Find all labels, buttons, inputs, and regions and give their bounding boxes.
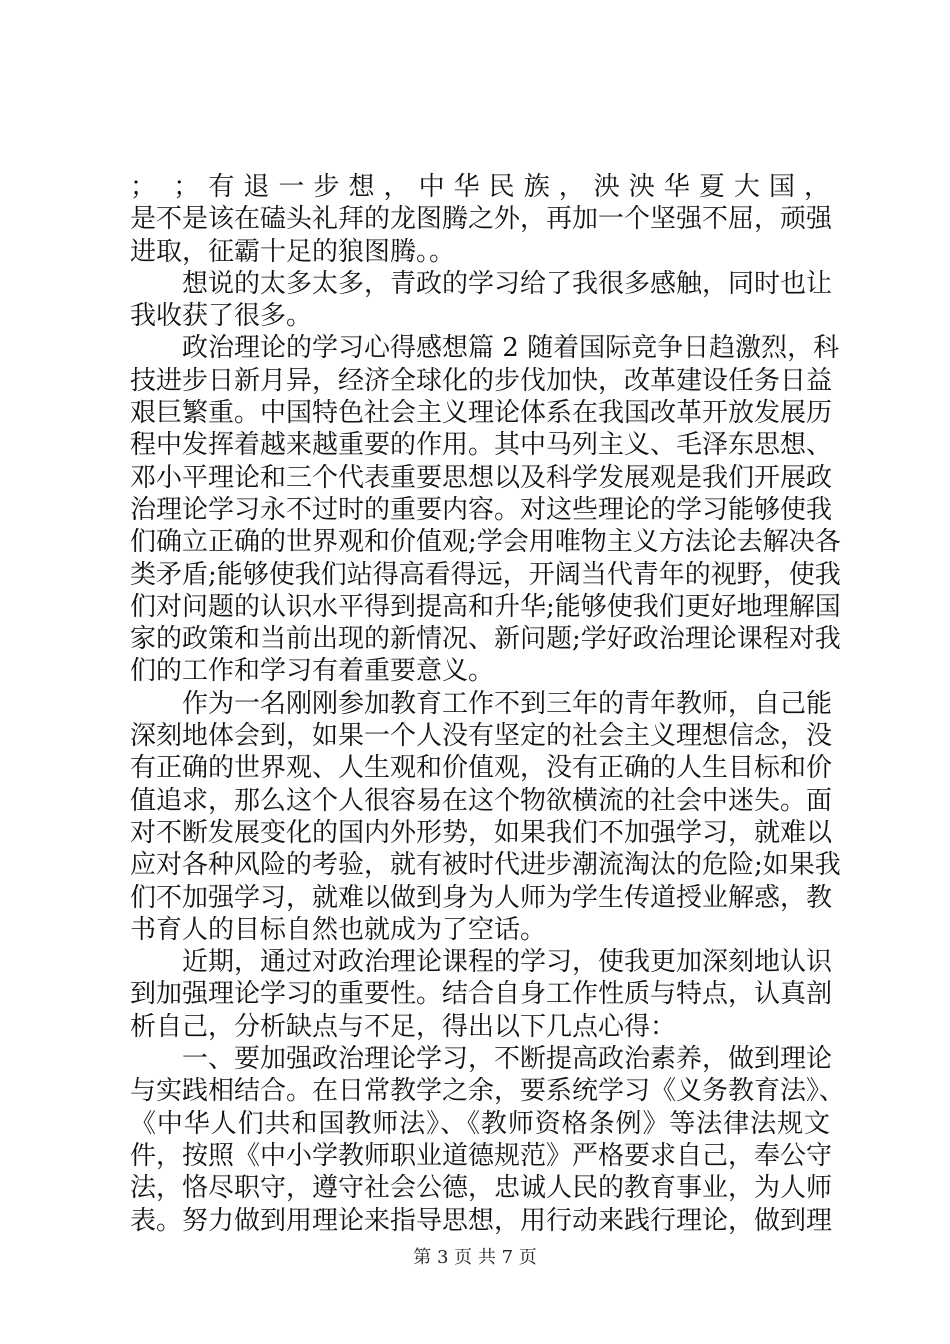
text-line: 件，按照《中小学教师职业道德规范》严格要求自己，奉公守 [130, 1140, 833, 1171]
text-line: 深刻地体会到，如果一个人没有坚定的社会主义理想信念，没 [130, 721, 833, 752]
text-line: 们确立正确的世界观和价值观;学会用唯物主义方法论去解决各 [130, 527, 841, 558]
text-line: 近期，通过对政治理论课程的学习，使我更加深刻地认识 [182, 947, 833, 978]
text-line: 家的政策和当前出现的新情况、新问题;学好政治理论课程对我 [130, 624, 841, 655]
text-line: 法，恪尽职守，遵守社会公德，忠诚人民的教育事业，为人师 [130, 1173, 833, 1204]
text-line: 值追求，那么这个人很容易在这个物欲横流的社会中迷失。面 [130, 785, 833, 816]
text-line: 书育人的目标自然也就成为了空话。 [130, 914, 547, 945]
text-line: 我收获了很多。 [130, 301, 313, 332]
text-line: 对不断发展变化的国内外形势，如果我们不加强学习，就难以 [130, 817, 833, 848]
document-body [130, 171, 846, 1237]
page-footer [0, 1243, 950, 1269]
text-line: 到加强理论学习的重要性。结合自身工作性质与特点，认真剖 [130, 979, 833, 1010]
page-number-label: 第 3 页 共 7 页 [413, 1247, 537, 1268]
text-line: 《中华人们共和国教师法》、《教师资格条例》等法律法规文 [130, 1108, 830, 1139]
text-line: 应对各种风险的考验，就有被时代进步潮流淘汰的危险;如果我 [130, 850, 841, 881]
text-line: 作为一名刚刚参加教育工作不到三年的青年教师，自己能 [182, 688, 833, 719]
text-line: 艰巨繁重。中国特色社会主义理论体系在我国改革开放发展历 [130, 398, 833, 429]
text-line: 治理论学习永不过时的重要内容。对这些理论的学习能够使我 [130, 494, 833, 525]
text-line: 程中发挥着越来越重要的作用。其中马列主义、毛泽东思想、 [130, 430, 833, 461]
text-line: 们对问题的认识水平得到提高和升华;能够使我们更好地理解国 [130, 591, 841, 622]
text-line: 进取，征霸十足的狼图腾。。 [130, 236, 456, 267]
text-line: 们不加强学习，就难以做到身为人师为学生传道授业解惑，教 [130, 882, 833, 913]
text-line: 一、要加强政治理论学习，不断提高政治素养，做到理论 [182, 1044, 833, 1075]
text-line: 们的工作和学习有着重要意义。 [130, 656, 495, 687]
text-line: ； ；有退一步想，中华民族，泱泱华夏大国， [130, 172, 830, 202]
text-line: 技进步日新月异，经济全球化的步伐加快，改革建设任务日益 [130, 365, 833, 396]
text-line: 政治理论的学习心得感想篇 2 随着国际竞争日趋激烈，科 [182, 333, 840, 364]
text-line: 邓小平理论和三个代表重要思想以及科学发展观是我们开展政 [130, 462, 833, 493]
text-line: 类矛盾;能够使我们站得高看得远，开阔当代青年的视野，使我 [130, 559, 841, 590]
text-line: 想说的太多太多，青政的学习给了我很多感触，同时也让 [182, 268, 833, 299]
text-line: 表。努力做到用理论来指导思想，用行动来践行理论，做到理 [130, 1205, 833, 1236]
text-line: 是不是该在磕头礼拜的龙图腾之外，再加一个坚强不屈，顽强 [130, 204, 833, 235]
text-line: 与实践相结合。在日常教学之余，要系统学习《义务教育法》、 [130, 1076, 846, 1107]
text-line: 析自己，分析缺点与不足，得出以下几点心得： [130, 1011, 677, 1042]
text-line: 有正确的世界观、人生观和价值观，没有正确的人生目标和价 [130, 753, 833, 784]
